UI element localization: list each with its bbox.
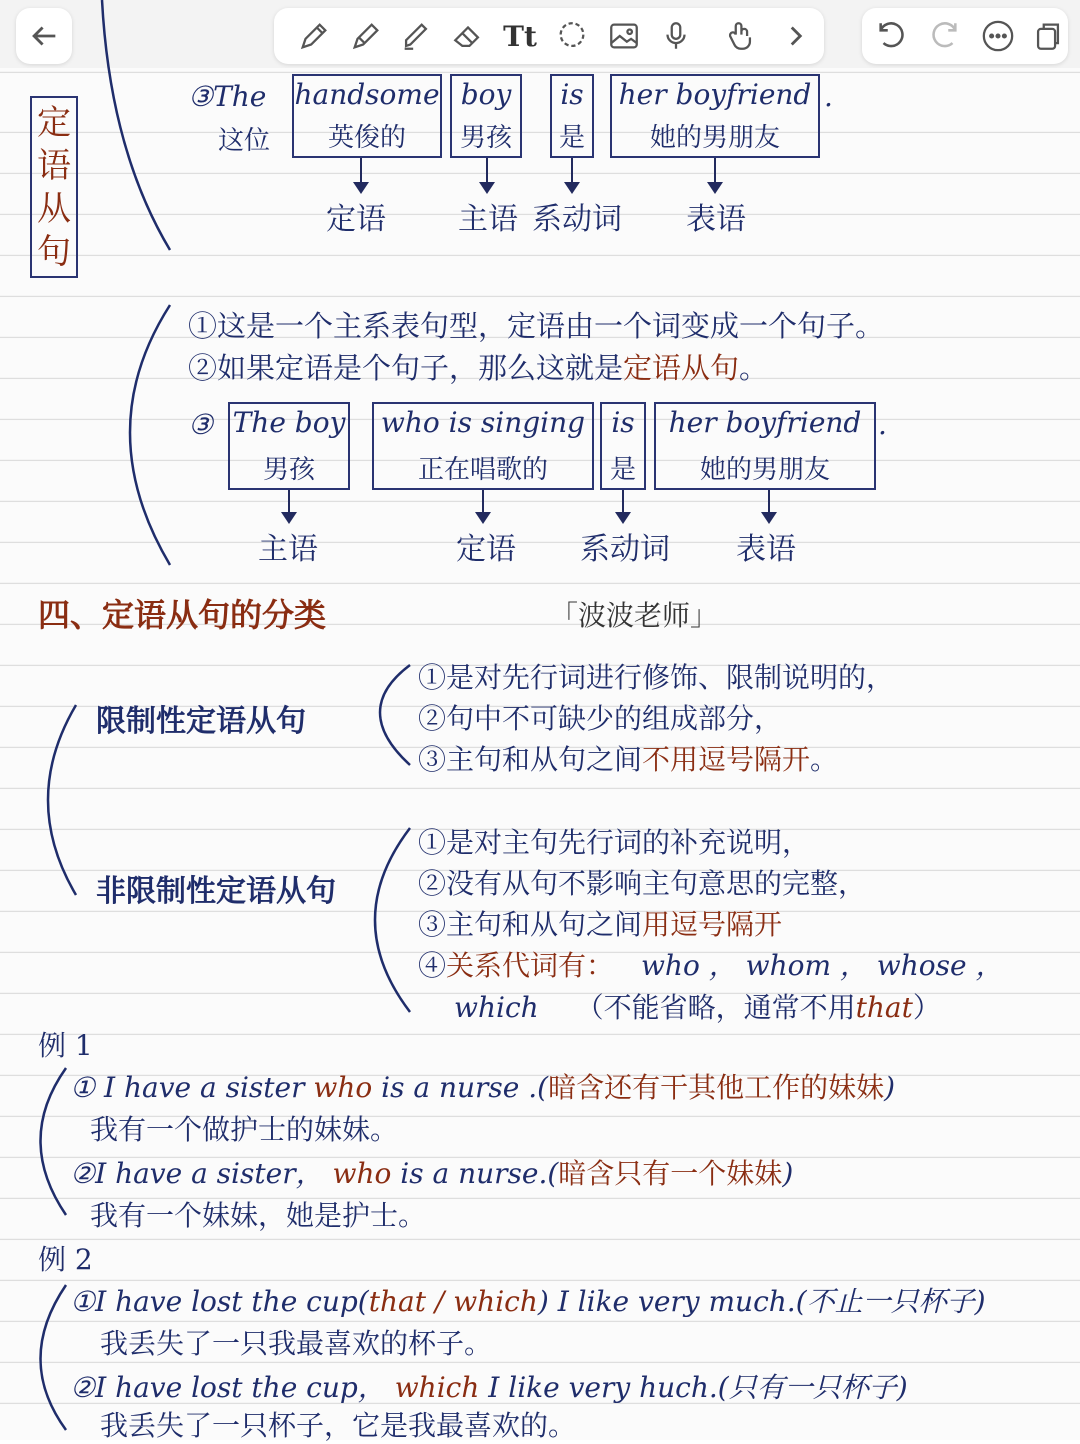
nonrestrictive-point-1: ①是对主句先行词的补充说明，: [418, 826, 811, 859]
s2-line2: [188, 346, 768, 387]
s2-box-subj-zh: 男孩: [262, 455, 315, 485]
s2-arrow-pred: [768, 490, 770, 514]
s2-box-pred-en: her boyfriend: [668, 406, 862, 439]
s1-box-linking: [550, 74, 594, 158]
s1-label-attr: 定语: [326, 202, 386, 237]
example1-sentence-1: [70, 1066, 895, 1106]
note-end: ）: [912, 991, 941, 1024]
s2-line2-pre: ②如果定语是个句子，那么这就是: [188, 351, 624, 385]
s2-period: .: [878, 408, 887, 441]
s2-label-attr: 定语: [456, 532, 516, 567]
example2-sentence-1: [70, 1280, 986, 1320]
s2-box-attr-zh: 正在唱歌的: [417, 455, 548, 485]
s2-box-attr-en: who is singing: [380, 406, 586, 439]
s1-label-subj: 主语: [458, 202, 518, 237]
nonrestrictive-point-3-highlight: 用逗号隔开: [642, 908, 783, 941]
ex1-s2-pre: ②I have a sister，: [70, 1157, 324, 1190]
ex1-s2-highlight: who: [332, 1157, 392, 1190]
ex2-s2-mid: I like very huch.(只有一只杯子): [488, 1371, 908, 1404]
example1-label: 例 1: [38, 1029, 93, 1062]
s1-arrow-linking: [571, 158, 573, 184]
s2-box-subj-en: The boy: [232, 406, 346, 439]
side-title-box: [30, 96, 78, 278]
example2-label: 例 2: [38, 1243, 93, 1276]
s1-arrow-attr: [360, 158, 362, 184]
restrictive-point-3: [418, 738, 838, 778]
ex2-s1-mid: ) I like very much.(不止一只杯子): [537, 1285, 986, 1318]
s1-box-subj: [450, 74, 522, 158]
ex2-s1-highlight: that / which: [368, 1285, 538, 1318]
relative-pronouns: who ， whom ， whose ，: [640, 949, 1004, 982]
s1-box-attr: [292, 74, 442, 158]
s1-arrow-pred: [714, 158, 716, 184]
s2-line2-end: 。: [739, 351, 769, 385]
s2-arrow-subj: [288, 490, 290, 514]
s2-arrow-attr: [482, 490, 484, 514]
s1-box-attr-en: handsome: [294, 78, 440, 111]
ex2-s1-pre: ①I have lost the cup(: [70, 1285, 369, 1318]
ex2-s2-pre: ②I have lost the cup，: [70, 1371, 386, 1404]
s2-label-linking: 系动词: [580, 532, 670, 567]
s1-box-linking-zh: 是: [558, 123, 585, 153]
relative-pronoun-which: which: [454, 991, 539, 1024]
teacher-tag: 「波波老师」: [550, 599, 719, 632]
s2-line2-highlight: 定语从句: [623, 351, 740, 385]
restrictive-point-1: ①是对先行词进行修饰、限制说明的，: [418, 661, 895, 694]
nonrestrictive-point-3: [418, 903, 782, 943]
section-heading: 四、定语从句的分类: [38, 597, 327, 633]
side-title: 定语从句: [37, 103, 71, 272]
nonrestrictive-point-4-highlight: 关系代词有：: [446, 949, 615, 982]
ex1-s2-end: ): [782, 1157, 794, 1190]
note-highlight: that: [855, 991, 913, 1024]
nonrestrictive-point-5: [454, 986, 941, 1026]
restrictive-point-3-end: 。: [810, 743, 839, 776]
s1-box-attr-zh: 英俊的: [327, 123, 406, 153]
s1-num: ③The: [188, 80, 267, 113]
s2-box-subj: [228, 402, 350, 490]
restrictive-point-3-highlight: 不用逗号隔开: [642, 743, 811, 776]
text-icon[interactable]: Tt: [503, 19, 537, 53]
s1-box-pred: [610, 74, 820, 158]
s2-label-pred: 表语: [736, 532, 796, 567]
s1-box-subj-en: boy: [460, 78, 512, 111]
restrictive-point-3-pre: ③主句和从句之间: [418, 743, 643, 776]
nonrestrictive-point-3-pre: ③主句和从句之间: [418, 908, 643, 941]
s1-arrow-subj: [486, 158, 488, 184]
s2-line1: ①这是一个主系表句型，定语由一个词变成一个句子。: [188, 309, 885, 343]
s1-period: .: [824, 80, 833, 113]
s2-label-subj: 主语: [258, 532, 318, 567]
ex1-s1-pre: ① I have a sister: [70, 1071, 305, 1104]
ex1-s1-end: ): [884, 1071, 896, 1104]
nonrestrictive-title: 非限制性定语从句: [96, 875, 336, 908]
restrictive-title: 限制性定语从句: [96, 705, 306, 738]
s1-box-subj-zh: 男孩: [459, 123, 512, 153]
s2-box-pred: [654, 402, 876, 490]
example1-translation-2: 我有一个妹妹，她是护士。: [90, 1199, 427, 1232]
example2-sentence-2: [70, 1366, 908, 1406]
s1-box-pred-en: her boyfriend: [618, 78, 812, 111]
s1-num-zh: 这位: [218, 126, 271, 156]
s2-box-pred-zh: 她的男朋友: [699, 455, 830, 485]
restrictive-point-2: ②句中不可缺少的组成部分，: [418, 702, 783, 735]
nonrestrictive-point-2: ②没有从句不影响主句意思的完整，: [418, 867, 867, 900]
s2-box-linking-en: is: [611, 406, 635, 439]
nonrestrictive-point-4-pre: ④: [418, 949, 447, 982]
example1-sentence-2: [70, 1152, 793, 1192]
s2-box-linking: [600, 402, 646, 490]
ex1-s2-note: 暗含只有一个妹妹: [558, 1157, 783, 1190]
ex1-s1-mid: is a nurse .(: [381, 1071, 549, 1104]
s1-box-linking-en: is: [560, 78, 584, 111]
s1-box-pred-zh: 她的男朋友: [649, 123, 780, 153]
s2-box-linking-zh: 是: [609, 455, 636, 485]
s1-label-pred: 表语: [686, 202, 746, 237]
nonrestrictive-point-4: [418, 944, 1004, 984]
example2-translation-1: 我丢失了一只我最喜欢的杯子。: [100, 1327, 493, 1360]
ex2-s2-highlight: which: [394, 1371, 480, 1404]
s2-num: ③: [188, 408, 214, 441]
s2-arrow-linking: [622, 490, 624, 514]
s1-label-linking: 系动词: [532, 202, 622, 237]
example1-translation-1: 我有一个做护士的妹妹。: [90, 1113, 399, 1146]
example2-translation-2: 我丢失了一只杯子，它是我最喜欢的。: [100, 1409, 577, 1442]
ex1-s1-highlight: who: [313, 1071, 373, 1104]
ex1-s2-mid: is a nurse.(: [400, 1157, 559, 1190]
note-pre: （不能省略，通常不用: [575, 991, 856, 1024]
s2-box-attr: [372, 402, 594, 490]
ex1-s1-note: 暗含还有干其他工作的妹妹: [548, 1071, 885, 1104]
